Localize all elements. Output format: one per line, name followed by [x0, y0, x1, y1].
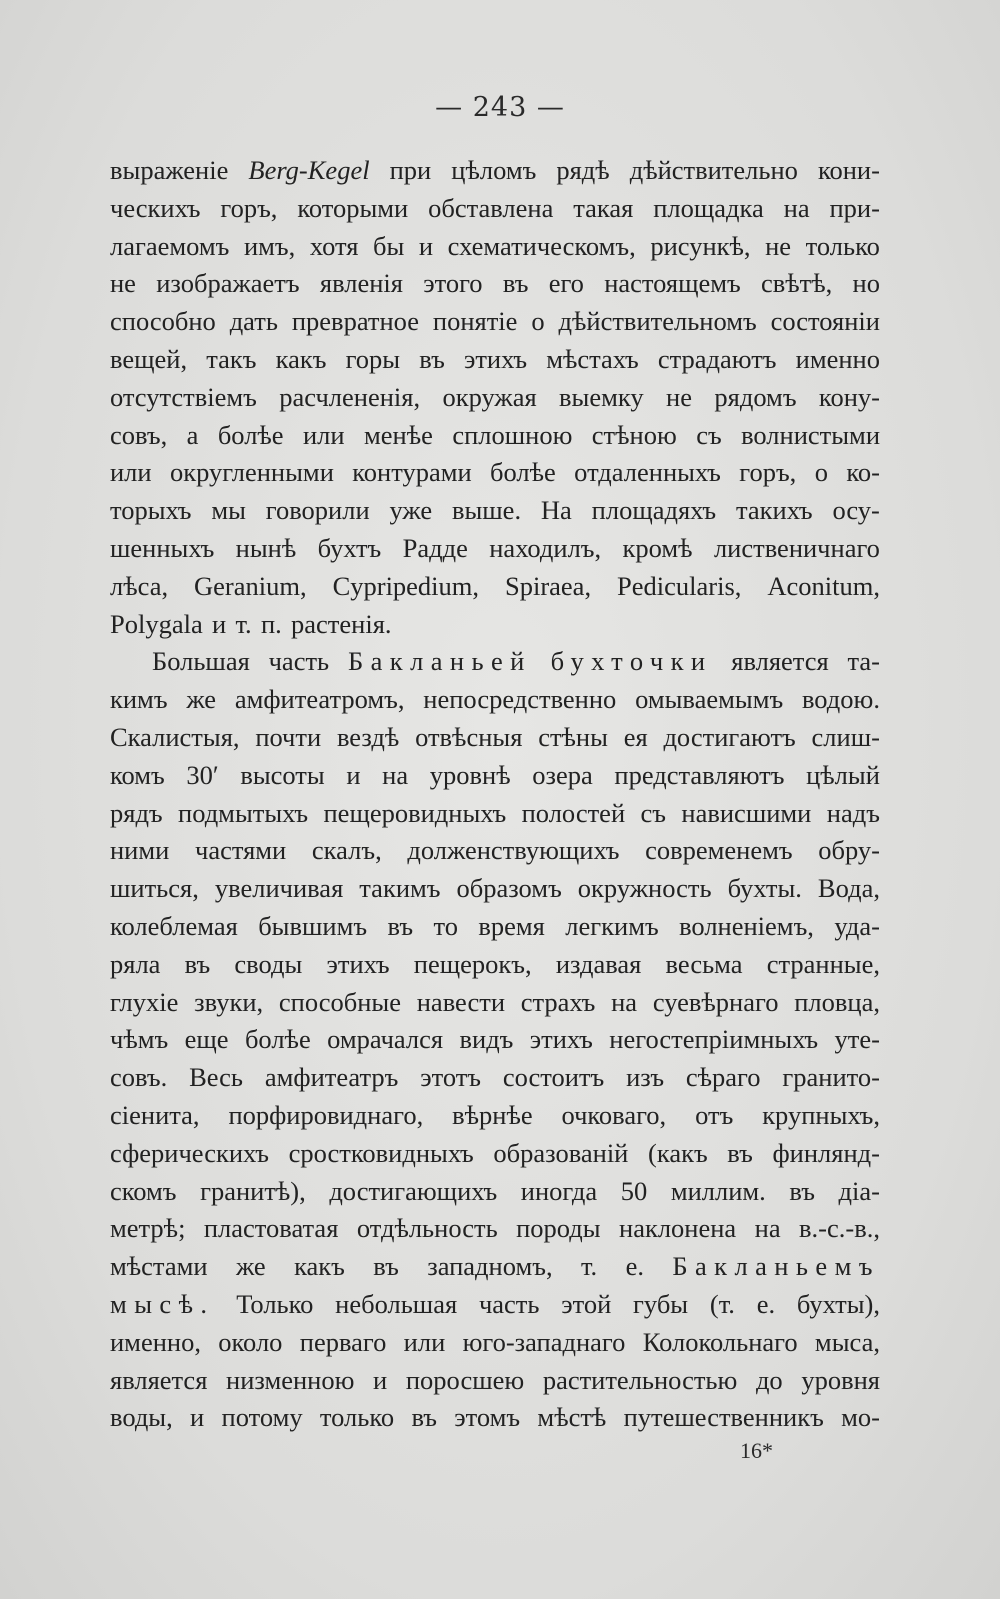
word: е.: [756, 1288, 776, 1319]
word: иногда: [520, 1175, 598, 1206]
word: только: [319, 1402, 395, 1433]
text-line: [110, 568, 880, 606]
word: болѣе: [490, 457, 556, 488]
word: его: [548, 268, 584, 299]
word: то: [433, 910, 458, 941]
word: почти: [255, 721, 322, 752]
word: окружность: [577, 873, 712, 904]
word: долженствующихъ: [407, 835, 620, 866]
text-line: [110, 454, 880, 492]
word: увеличивая: [214, 873, 344, 904]
word: кону-: [818, 381, 880, 412]
word: скалъ,: [311, 835, 382, 866]
text-line: [110, 832, 880, 870]
word: нынѣ: [235, 532, 297, 563]
word: рядомъ: [714, 381, 797, 412]
word: сферическихъ: [110, 1137, 269, 1168]
word: же: [235, 1251, 266, 1282]
word: бухточки: [550, 646, 713, 677]
word: на: [783, 192, 810, 223]
word: финлянд-: [772, 1137, 880, 1168]
word: въ: [184, 948, 211, 979]
word: способные: [278, 986, 401, 1017]
word: наклонена: [619, 1213, 737, 1244]
text-line: [110, 984, 880, 1022]
word: звуки,: [194, 986, 264, 1017]
word: является: [731, 646, 829, 677]
word: отдаленныхъ: [574, 457, 721, 488]
word: низменною: [226, 1364, 355, 1395]
word: въ: [419, 343, 445, 374]
word: лиственичнаго: [713, 532, 880, 563]
word: о: [531, 306, 545, 337]
text-line: [110, 719, 880, 757]
word: непосредственно: [423, 684, 617, 715]
word: рядѣ: [556, 155, 610, 185]
word: цѣлый: [806, 759, 880, 790]
signature-mark: 16*: [740, 1438, 773, 1463]
word: свѣтѣ,: [761, 268, 833, 299]
word: ними: [110, 835, 170, 866]
word: амфитеатръ: [264, 1062, 399, 1093]
word: именно: [795, 343, 880, 374]
word: этомъ: [454, 1402, 521, 1433]
word: находилъ,: [489, 532, 602, 563]
word: потому: [221, 1402, 303, 1433]
word: Polygala: [110, 608, 203, 639]
word: уда-: [834, 910, 880, 941]
word: (какъ: [648, 1137, 708, 1168]
word: выемку: [559, 381, 644, 412]
word: навести: [416, 986, 505, 1017]
word: кимъ: [110, 684, 168, 715]
text-line: [110, 1021, 880, 1059]
word: о: [814, 457, 828, 488]
word: достигаютъ: [663, 721, 796, 752]
word: образованій: [493, 1137, 629, 1168]
word: и: [190, 1402, 205, 1433]
word: менѣе: [364, 419, 433, 450]
word: весьма: [665, 948, 743, 979]
word: такая: [573, 192, 634, 223]
word: при: [389, 155, 432, 185]
text-line: [110, 757, 880, 795]
word: торыхъ: [110, 495, 192, 526]
word: осу-: [832, 495, 880, 526]
text-line: [110, 1097, 880, 1135]
word: т.: [235, 608, 252, 639]
word: подмытыхъ: [178, 797, 309, 828]
word: омрачался: [327, 1024, 444, 1055]
word: ряла: [110, 948, 161, 979]
word: Pedicularis,: [617, 570, 742, 601]
text-line: [110, 1210, 880, 1248]
word: въ: [411, 1402, 437, 1433]
word: чѣмъ: [110, 1024, 169, 1055]
word: ко-: [846, 457, 880, 488]
text-line: [110, 908, 880, 946]
word: этихъ: [463, 343, 528, 374]
word: пловца,: [794, 986, 880, 1017]
word: уровня: [801, 1364, 880, 1395]
word: та-: [847, 646, 880, 677]
text-line: [110, 265, 880, 303]
word: горъ,: [220, 192, 278, 223]
word: въ: [502, 268, 529, 299]
word: бухты),: [796, 1288, 880, 1319]
word: и: [373, 1364, 388, 1395]
word: контурами: [352, 457, 472, 488]
word: очковаго,: [561, 1099, 667, 1130]
word: озера: [532, 759, 593, 790]
word: хотя: [309, 230, 359, 261]
word: сплошною: [452, 419, 573, 450]
word: Бакланьей: [347, 646, 532, 677]
word: до: [755, 1364, 783, 1395]
word: способно: [110, 306, 216, 337]
word: уте-: [834, 1024, 880, 1055]
word: Spiraea,: [504, 570, 592, 601]
word: достигающихъ: [329, 1175, 498, 1206]
word: Aconitum,: [767, 570, 880, 601]
word: Berg-Kegel: [248, 155, 370, 185]
word: въ: [373, 1251, 399, 1282]
word: сростковидныхъ: [288, 1137, 474, 1168]
word: е.: [625, 1251, 644, 1282]
word: Бакланьемъ: [672, 1251, 880, 1282]
word: нависшими: [681, 797, 812, 828]
text-line: [110, 341, 880, 379]
word: этой: [561, 1288, 612, 1319]
word: только: [805, 230, 880, 261]
text-line: [110, 190, 880, 228]
word: надъ: [826, 797, 880, 828]
text-line: [110, 643, 880, 681]
word: скомъ: [110, 1175, 177, 1206]
word: болѣе: [217, 419, 284, 450]
word: бы: [373, 230, 405, 261]
word: растенія.: [291, 608, 392, 639]
word: около: [218, 1326, 283, 1357]
word: мысѣ.: [110, 1288, 215, 1319]
word: гранитѣ),: [200, 1175, 306, 1206]
word: глухіе: [110, 986, 179, 1017]
page-number: — 243 —: [435, 92, 565, 123]
word: выраженіе: [110, 155, 229, 185]
word: или: [403, 1326, 446, 1357]
word: время: [478, 910, 545, 941]
word: которыми: [297, 192, 409, 223]
word: схематическомъ,: [447, 230, 636, 261]
text-line: [110, 530, 880, 568]
word: выше.: [451, 495, 522, 526]
text-line: [110, 1135, 880, 1173]
text-line: [110, 1173, 880, 1211]
word: не: [666, 381, 692, 412]
word: Только: [236, 1288, 314, 1319]
word: такъ: [206, 343, 257, 374]
word: въ: [789, 1175, 815, 1206]
word: и: [418, 230, 434, 261]
word: ческихъ: [110, 192, 201, 223]
word: шенныхъ: [110, 532, 215, 563]
word: а: [186, 419, 199, 450]
word: обставлена: [428, 192, 554, 223]
word: имъ,: [243, 230, 296, 261]
word: юго-западнаго: [462, 1326, 626, 1357]
word: водою.: [801, 684, 880, 715]
word: страхъ: [520, 986, 596, 1017]
text-line: [110, 228, 880, 266]
text-line: [110, 795, 880, 833]
word: 50: [620, 1175, 648, 1206]
word: пещеровидныхъ: [323, 797, 507, 828]
word: какъ: [294, 1251, 345, 1282]
word: и: [212, 608, 227, 639]
word: рядъ: [110, 797, 163, 828]
word: издавая: [555, 948, 642, 979]
word: сіенита,: [110, 1099, 200, 1130]
word: состоитъ: [502, 1062, 605, 1093]
word: съ: [640, 797, 667, 828]
word: легкимъ: [565, 910, 659, 941]
word: превратное: [291, 306, 419, 337]
word: на: [754, 1213, 781, 1244]
word: пластоватая: [203, 1213, 339, 1244]
word: метрѣ;: [110, 1213, 186, 1244]
word: суевѣрнаго: [652, 986, 779, 1017]
word: говорили: [265, 495, 370, 526]
word: вездѣ: [336, 721, 400, 752]
word: совъ,: [110, 419, 168, 450]
word: порфировиднаго,: [228, 1099, 424, 1130]
word: комъ: [110, 759, 165, 790]
word: изъ: [626, 1062, 665, 1093]
word: понятіе: [432, 306, 518, 337]
text-line: [110, 946, 880, 984]
word: растительностью: [542, 1364, 738, 1395]
word: какъ: [275, 343, 327, 374]
word: и: [346, 759, 361, 790]
word: не: [765, 230, 792, 261]
word: на: [611, 986, 638, 1017]
word: лѣса,: [110, 570, 169, 601]
word: окружая: [442, 381, 537, 412]
word: миллим.: [670, 1175, 766, 1206]
text-line: [110, 303, 880, 341]
text-line: [110, 1286, 880, 1324]
word: омываемымъ: [635, 684, 784, 715]
word: кромѣ: [622, 532, 693, 563]
word: расчлененія,: [279, 381, 421, 412]
word: еще: [184, 1024, 229, 1055]
word: стѣны: [538, 721, 608, 752]
word: отъ: [695, 1099, 734, 1130]
word: цѣломъ: [451, 155, 537, 185]
text-line: [110, 417, 880, 455]
word: западномъ,: [427, 1251, 553, 1282]
word: Весь: [189, 1062, 244, 1093]
word: ея: [623, 721, 648, 752]
word: является: [110, 1364, 208, 1395]
word: мѣстами: [110, 1251, 208, 1282]
word: этого: [423, 268, 483, 299]
word: мо-: [841, 1402, 880, 1433]
word: обру-: [818, 835, 880, 866]
word: видъ: [459, 1024, 514, 1055]
word: страдаютъ: [657, 343, 777, 374]
word: часть: [478, 1288, 540, 1319]
word: т.: [580, 1251, 598, 1282]
word: путешественникъ: [623, 1402, 824, 1433]
word: Скалистыя,: [110, 721, 240, 752]
word: этихъ: [326, 948, 390, 979]
word: дѣйствительномъ: [558, 306, 757, 337]
word: такимъ: [359, 873, 441, 904]
word: воды,: [110, 1402, 173, 1433]
word: полостей: [521, 797, 626, 828]
word: стѣною: [591, 419, 677, 450]
word: гранито-: [782, 1062, 880, 1093]
word: бухты.: [727, 873, 802, 904]
word: мыса,: [814, 1326, 880, 1357]
word: мѣстахъ: [546, 343, 639, 374]
word: поросшею: [405, 1364, 525, 1395]
word: не: [110, 268, 136, 299]
word: лагаемомъ: [110, 230, 230, 261]
text-line: [110, 1059, 880, 1097]
word: горы: [345, 343, 401, 374]
word: уровнѣ: [429, 759, 511, 790]
text-line: [110, 379, 880, 417]
word: болѣе: [244, 1024, 311, 1055]
word: в.-с.-в.,: [799, 1213, 880, 1244]
word: часть: [268, 646, 330, 677]
word: современемъ: [645, 835, 793, 866]
word: представляютъ: [614, 759, 785, 790]
word: же: [186, 684, 217, 715]
word: п.: [260, 608, 282, 639]
word: настоящемъ: [604, 268, 741, 299]
word: Вода,: [817, 873, 880, 904]
word: Колокольнаго: [642, 1326, 798, 1357]
body-text: [110, 152, 880, 1437]
word: этотъ: [420, 1062, 482, 1093]
text-line: [110, 1399, 880, 1437]
word: явленія: [319, 268, 403, 299]
word: діа-: [838, 1175, 880, 1206]
word: округленными: [169, 457, 334, 488]
word: перваго: [299, 1326, 387, 1357]
word: вещей,: [110, 343, 188, 374]
text-line: [110, 606, 880, 644]
word: амфитеатромъ,: [234, 684, 405, 715]
text-line: [110, 1248, 880, 1286]
word: Большая: [152, 646, 250, 677]
word: именно,: [110, 1326, 201, 1357]
word: площадяхъ: [591, 495, 717, 526]
text-line: [110, 492, 880, 530]
word: волнистыми: [741, 419, 880, 450]
word: бухтъ: [317, 532, 382, 563]
word: Радде: [402, 532, 468, 563]
word: при-: [829, 192, 880, 223]
word: съ: [696, 419, 722, 450]
word: небольшая: [335, 1288, 458, 1319]
text-line: [110, 681, 880, 719]
word: На: [540, 495, 572, 526]
word: колеблемая: [110, 910, 238, 941]
word: пещерокъ,: [413, 948, 532, 979]
word: площадка: [653, 192, 764, 223]
text-line: [110, 1362, 880, 1400]
word: такихъ: [735, 495, 813, 526]
word: отвѣсныя: [415, 721, 523, 752]
word: состояніи: [770, 306, 880, 337]
word: но: [852, 268, 880, 299]
word: мѣстѣ: [537, 1402, 607, 1433]
word: породы: [516, 1213, 601, 1244]
word: въ: [727, 1137, 753, 1168]
word: изображаетъ: [156, 268, 300, 299]
word: рисункѣ,: [650, 230, 751, 261]
word: горъ,: [739, 457, 797, 488]
word: этихъ: [529, 1024, 593, 1055]
word: уже: [389, 495, 433, 526]
word: шиться,: [110, 873, 199, 904]
word: сѣраго: [685, 1062, 761, 1093]
word: странные,: [766, 948, 880, 979]
word: волненіемъ,: [679, 910, 814, 941]
word: (т.: [709, 1288, 735, 1319]
word: дать: [229, 306, 278, 337]
word: отсутствіемъ: [110, 381, 257, 412]
word: на: [382, 759, 409, 790]
word: или: [110, 457, 152, 488]
word: дѣйствительно: [629, 155, 798, 185]
word: бывшимъ: [258, 910, 368, 941]
word: кони-: [817, 155, 880, 185]
text-line: [110, 870, 880, 908]
word: отдѣльность: [356, 1213, 498, 1244]
word: Cypripedium,: [332, 570, 480, 601]
word: негостепріимныхъ: [609, 1024, 819, 1055]
word: совъ.: [110, 1062, 168, 1093]
word: частями: [195, 835, 287, 866]
word: слиш-: [811, 721, 880, 752]
word: губы: [633, 1288, 689, 1319]
word: въ: [387, 910, 414, 941]
text-line: [110, 1324, 880, 1362]
word: 30′: [186, 759, 219, 790]
word: высоты: [240, 759, 325, 790]
word: Geranium,: [194, 570, 307, 601]
word: вѣрнѣе: [452, 1099, 533, 1130]
word: мы: [211, 495, 246, 526]
word: крупныхъ,: [762, 1099, 880, 1130]
word: или: [303, 419, 345, 450]
word: своды: [234, 948, 303, 979]
text-line: [110, 152, 880, 190]
word: образомъ: [456, 873, 562, 904]
